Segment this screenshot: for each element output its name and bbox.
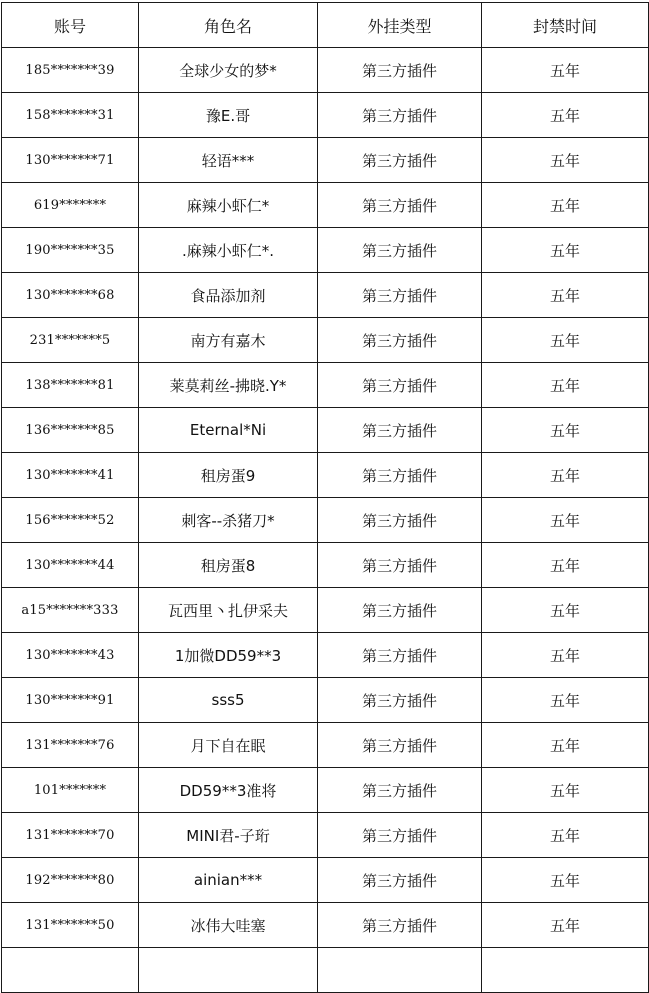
header-cheat-type: 外挂类型: [318, 3, 482, 48]
account-cell: 131*******50: [2, 903, 139, 948]
role-name-cell: 1加微DD59**3: [139, 633, 318, 678]
account-cell: 185*******39: [2, 48, 139, 93]
role-name-cell: .麻辣小虾仁*.: [139, 228, 318, 273]
ban-duration-cell: 五年: [482, 768, 649, 813]
account-cell: 130*******43: [2, 633, 139, 678]
cheat-type-cell: 第三方插件: [318, 453, 482, 498]
table-row: [2, 813, 649, 858]
table-row: [2, 228, 649, 273]
ban-duration-cell: 五年: [482, 633, 649, 678]
cheat-type-cell: 第三方插件: [318, 408, 482, 453]
role-name-cell: ainian***: [139, 858, 318, 903]
account-cell: a15*******333: [2, 588, 139, 633]
ban-duration-cell: 五年: [482, 408, 649, 453]
role-name-cell: 莱莫莉丝-拂晓.Y*: [139, 363, 318, 408]
ban-duration-cell: 五年: [482, 183, 649, 228]
account-cell: 158*******31: [2, 93, 139, 138]
role-name-cell: sss5: [139, 678, 318, 723]
ban-list-table: [1, 2, 649, 993]
ban-duration-cell: 五年: [482, 903, 649, 948]
account-cell: 130*******91: [2, 678, 139, 723]
cheat-type-cell: 第三方插件: [318, 363, 482, 408]
ban-duration-cell: 五年: [482, 858, 649, 903]
table-row: [2, 408, 649, 453]
cheat-type-cell: 第三方插件: [318, 498, 482, 543]
ban-duration-cell: 五年: [482, 498, 649, 543]
role-name-cell: 食品添加剂: [139, 273, 318, 318]
header-row: [2, 3, 649, 48]
table-body: [2, 48, 649, 993]
account-cell: 130*******44: [2, 543, 139, 588]
account-cell: 190*******35: [2, 228, 139, 273]
role-name-cell: MINI君-子珩: [139, 813, 318, 858]
cheat-type-cell: 第三方插件: [318, 183, 482, 228]
ban-duration-cell: 五年: [482, 273, 649, 318]
ban-duration-cell: 五年: [482, 228, 649, 273]
ban-duration-cell: 五年: [482, 48, 649, 93]
table-row: [2, 273, 649, 318]
cheat-type-cell: 第三方插件: [318, 858, 482, 903]
empty-cell: [318, 948, 482, 993]
cheat-type-cell: 第三方插件: [318, 48, 482, 93]
account-cell: 619*******: [2, 183, 139, 228]
cheat-type-cell: 第三方插件: [318, 723, 482, 768]
role-name-cell: 租房蛋8: [139, 543, 318, 588]
ban-duration-cell: 五年: [482, 813, 649, 858]
cheat-type-cell: 第三方插件: [318, 813, 482, 858]
account-cell: 130*******41: [2, 453, 139, 498]
role-name-cell: 租房蛋9: [139, 453, 318, 498]
role-name-cell: 全球少女的梦*: [139, 48, 318, 93]
cheat-type-cell: 第三方插件: [318, 588, 482, 633]
table-row: [2, 723, 649, 768]
table-row-partial: [2, 948, 649, 993]
cheat-type-cell: 第三方插件: [318, 768, 482, 813]
cheat-type-cell: 第三方插件: [318, 318, 482, 363]
account-cell: 156*******52: [2, 498, 139, 543]
cheat-type-cell: 第三方插件: [318, 903, 482, 948]
cheat-type-cell: 第三方插件: [318, 273, 482, 318]
cheat-type-cell: 第三方插件: [318, 633, 482, 678]
account-cell: 231*******5: [2, 318, 139, 363]
cheat-type-cell: 第三方插件: [318, 228, 482, 273]
ban-duration-cell: 五年: [482, 588, 649, 633]
header-role-name: 角色名: [139, 3, 318, 48]
role-name-cell: Eternal*Ni: [139, 408, 318, 453]
cheat-type-cell: 第三方插件: [318, 678, 482, 723]
role-name-cell: 南方有嘉木: [139, 318, 318, 363]
account-cell: 138*******81: [2, 363, 139, 408]
cheat-type-cell: 第三方插件: [318, 93, 482, 138]
role-name-cell: 月下自在眠: [139, 723, 318, 768]
table-row: [2, 138, 649, 183]
table-row: [2, 858, 649, 903]
table-row: [2, 93, 649, 138]
account-cell: 131*******70: [2, 813, 139, 858]
ban-duration-cell: 五年: [482, 93, 649, 138]
role-name-cell: 瓦西里丶扎伊采夫: [139, 588, 318, 633]
role-name-cell: DD59**3准将: [139, 768, 318, 813]
table-row: [2, 498, 649, 543]
empty-cell: [482, 948, 649, 993]
table-row: [2, 183, 649, 228]
table-row: [2, 318, 649, 363]
table-row: [2, 588, 649, 633]
account-cell: 192*******80: [2, 858, 139, 903]
role-name-cell: 轻语***: [139, 138, 318, 183]
ban-duration-cell: 五年: [482, 543, 649, 588]
ban-duration-cell: 五年: [482, 318, 649, 363]
table-row: [2, 453, 649, 498]
account-cell: 130*******68: [2, 273, 139, 318]
header-account: 账号: [2, 3, 139, 48]
ban-duration-cell: 五年: [482, 723, 649, 768]
table-row: [2, 903, 649, 948]
role-name-cell: 刺客--杀猪刀*: [139, 498, 318, 543]
account-cell: 136*******85: [2, 408, 139, 453]
ban-duration-cell: 五年: [482, 363, 649, 408]
cheat-type-cell: 第三方插件: [318, 543, 482, 588]
ban-duration-cell: 五年: [482, 453, 649, 498]
table-row: [2, 543, 649, 588]
ban-duration-cell: 五年: [482, 678, 649, 723]
table-row: [2, 48, 649, 93]
account-cell: 101*******: [2, 768, 139, 813]
table-row: [2, 633, 649, 678]
account-cell: 131*******76: [2, 723, 139, 768]
ban-list-sheet: [1, 2, 648, 993]
empty-cell: [139, 948, 318, 993]
role-name-cell: 冰伟大哇塞: [139, 903, 318, 948]
table-row: [2, 768, 649, 813]
ban-duration-cell: 五年: [482, 138, 649, 183]
table-row: [2, 363, 649, 408]
cheat-type-cell: 第三方插件: [318, 138, 482, 183]
header-ban-duration: 封禁时间: [482, 3, 649, 48]
account-cell: 130*******71: [2, 138, 139, 183]
role-name-cell: 豫E.哥: [139, 93, 318, 138]
role-name-cell: 麻辣小虾仁*: [139, 183, 318, 228]
table-row: [2, 678, 649, 723]
empty-cell: [2, 948, 139, 993]
